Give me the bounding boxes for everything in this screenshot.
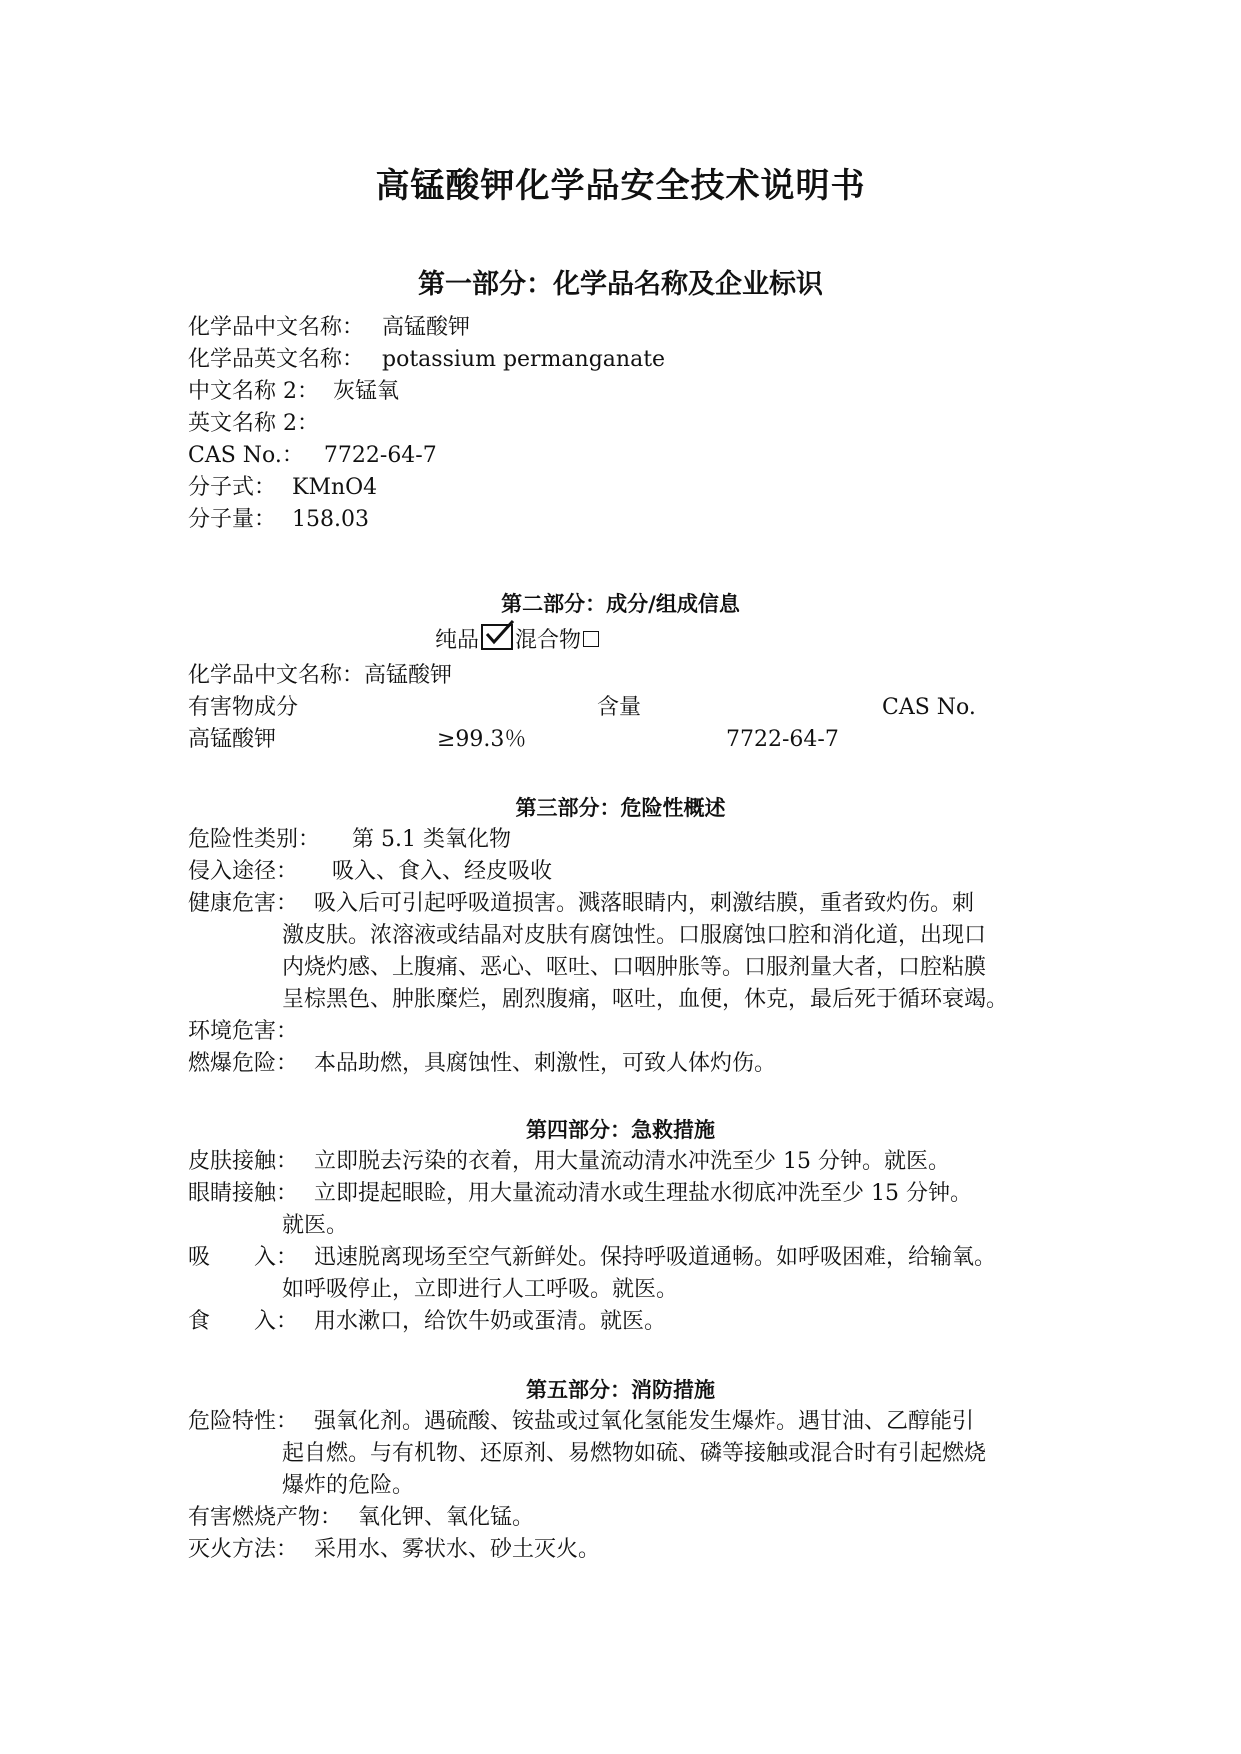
ingestion-row bbox=[188, 1306, 666, 1338]
hazard-category-row bbox=[188, 824, 511, 856]
field-value: 立即提起眼睑，用大量流动清水或生理盐水彻底冲洗至少 15 分钟。 bbox=[314, 1181, 972, 1206]
formula-row bbox=[188, 472, 377, 504]
table-header-component: 有害物成分 bbox=[188, 695, 299, 720]
health-hazard-line: 内烧灼感、上腹痛、恶心、呕吐、口咽肿胀等。口服剂量大者，口腔粘膜 bbox=[282, 955, 987, 980]
field-value: 本品助燃，具腐蚀性、刺激性，可致人体灼伤。 bbox=[314, 1051, 777, 1076]
pure-label: 纯品 bbox=[435, 628, 480, 653]
english-name-row bbox=[188, 344, 665, 376]
field-value: 158.03 bbox=[292, 507, 369, 532]
field-label: 危险性类别： bbox=[188, 827, 321, 852]
section-1-heading: 第一部分：化学品名称及企业标识 bbox=[418, 269, 823, 300]
field-label: 皮肤接触： bbox=[188, 1149, 299, 1174]
chinese-name-row bbox=[188, 312, 470, 344]
inhalation-row bbox=[188, 1242, 996, 1274]
field-label: 健康危害： bbox=[188, 891, 299, 916]
hazard-property-row bbox=[188, 1406, 974, 1438]
health-hazard-line: 激皮肤。浓溶液或结晶对皮肤有腐蚀性。口服腐蚀口腔和消化道，出现口 bbox=[282, 923, 987, 948]
inhalation-line: 如呼吸停止，立即进行人工呼吸。就医。 bbox=[282, 1277, 679, 1302]
health-hazard-line: 呈棕黑色、肿胀糜烂，剧烈腹痛，呕吐，血便，休克，最后死于循环衰竭。 bbox=[282, 987, 1009, 1012]
composition-type-row bbox=[435, 624, 599, 657]
table-header-content: 含量 bbox=[597, 695, 642, 720]
mixture-label: 混合物 bbox=[515, 628, 582, 653]
eye-contact-row bbox=[188, 1178, 972, 1210]
field-label: 英文名称 2： bbox=[188, 411, 319, 436]
field-value: 立即脱去污染的衣着，用大量流动清水冲洗至少 15 分钟。就医。 bbox=[314, 1149, 950, 1174]
combustion-products-row bbox=[188, 1502, 534, 1534]
field-label: 食 入： bbox=[188, 1309, 299, 1334]
cas-row bbox=[188, 440, 437, 472]
composition-name-row: 化学品中文名称：高锰酸钾 bbox=[188, 663, 453, 688]
field-value: 氧化钾、氧化锰。 bbox=[358, 1505, 535, 1530]
field-value: 强氧化剂。遇硫酸、铵盐或过氧化氢能发生爆炸。遇甘油、乙醇能引 bbox=[314, 1409, 975, 1434]
english-name-2-row bbox=[188, 408, 319, 440]
field-value: 采用水、雾状水、砂土灭火。 bbox=[314, 1537, 601, 1562]
field-label: 化学品中文名称： bbox=[188, 315, 365, 340]
table-cell-content: ≥99.3％ bbox=[437, 727, 527, 752]
field-value: 用水漱口，给饮牛奶或蛋清。就医。 bbox=[314, 1309, 667, 1334]
extinguishing-method-row bbox=[188, 1534, 600, 1566]
environment-hazard-row bbox=[188, 1016, 298, 1048]
field-value: 吸入后可引起呼吸道损害。溅落眼睛内，刺激结膜，重者致灼伤。刺 bbox=[314, 891, 975, 916]
field-label: 化学品英文名称： bbox=[188, 347, 365, 372]
document-title: 高锰酸钾化学品安全技术说明书 bbox=[375, 166, 866, 206]
field-value: 高锰酸钾 bbox=[382, 315, 471, 340]
hazard-property-line: 起自燃。与有机物、还原剂、易燃物如硫、磷等接触或混合时有引起燃烧 bbox=[282, 1441, 987, 1466]
field-label: 危险特性： bbox=[188, 1409, 299, 1434]
section-3-heading: 第三部分：危险性概述 bbox=[515, 795, 726, 820]
field-value: 迅速脱离现场至空气新鲜处。保持呼吸道通畅。如呼吸困难，给输氧。 bbox=[314, 1245, 997, 1270]
field-label: 环境危害： bbox=[188, 1019, 299, 1044]
eye-contact-line: 就医。 bbox=[282, 1213, 349, 1238]
field-label: 眼睛接触： bbox=[188, 1181, 299, 1206]
molecular-weight-row bbox=[188, 504, 369, 536]
entry-route-row bbox=[188, 856, 552, 888]
hazard-property-line: 爆炸的危险。 bbox=[282, 1473, 415, 1498]
field-value: KMnO4 bbox=[292, 475, 378, 500]
field-label: 分子量： bbox=[188, 507, 277, 532]
field-label: 灭火方法： bbox=[188, 1537, 299, 1562]
field-value: 灰锰氧 bbox=[333, 379, 400, 404]
field-label: CAS No.： bbox=[188, 443, 304, 468]
section-2-heading: 第二部分：成分/组成信息 bbox=[501, 591, 740, 616]
section-5-heading: 第五部分：消防措施 bbox=[526, 1377, 715, 1402]
field-label: 燃爆危险： bbox=[188, 1051, 299, 1076]
field-value: 吸入、食入、经皮吸收 bbox=[332, 859, 553, 884]
table-header-cas: CAS No. bbox=[882, 695, 976, 720]
section-4-heading: 第四部分：急救措施 bbox=[526, 1117, 715, 1142]
field-label: 分子式： bbox=[188, 475, 277, 500]
field-value: 第 5.1 类氧化物 bbox=[352, 827, 511, 852]
field-label: 中文名称 2： bbox=[188, 379, 319, 404]
fire-explosion-row bbox=[188, 1048, 776, 1080]
table-cell-component: 高锰酸钾 bbox=[188, 727, 277, 752]
field-value: 7722-64-7 bbox=[323, 443, 437, 468]
field-value: potassium permanganate bbox=[382, 347, 666, 372]
chinese-name-2-row bbox=[188, 376, 399, 408]
table-cell-cas: 7722-64-7 bbox=[726, 727, 839, 752]
skin-contact-row bbox=[188, 1146, 950, 1178]
pure-checkbox-checked-icon bbox=[481, 624, 513, 650]
mixture-checkbox-icon bbox=[583, 631, 599, 647]
health-hazard-row bbox=[188, 888, 974, 920]
field-label: 吸 入： bbox=[188, 1245, 299, 1270]
field-label: 侵入途径： bbox=[188, 859, 299, 884]
field-label: 有害燃烧产物： bbox=[188, 1505, 343, 1530]
